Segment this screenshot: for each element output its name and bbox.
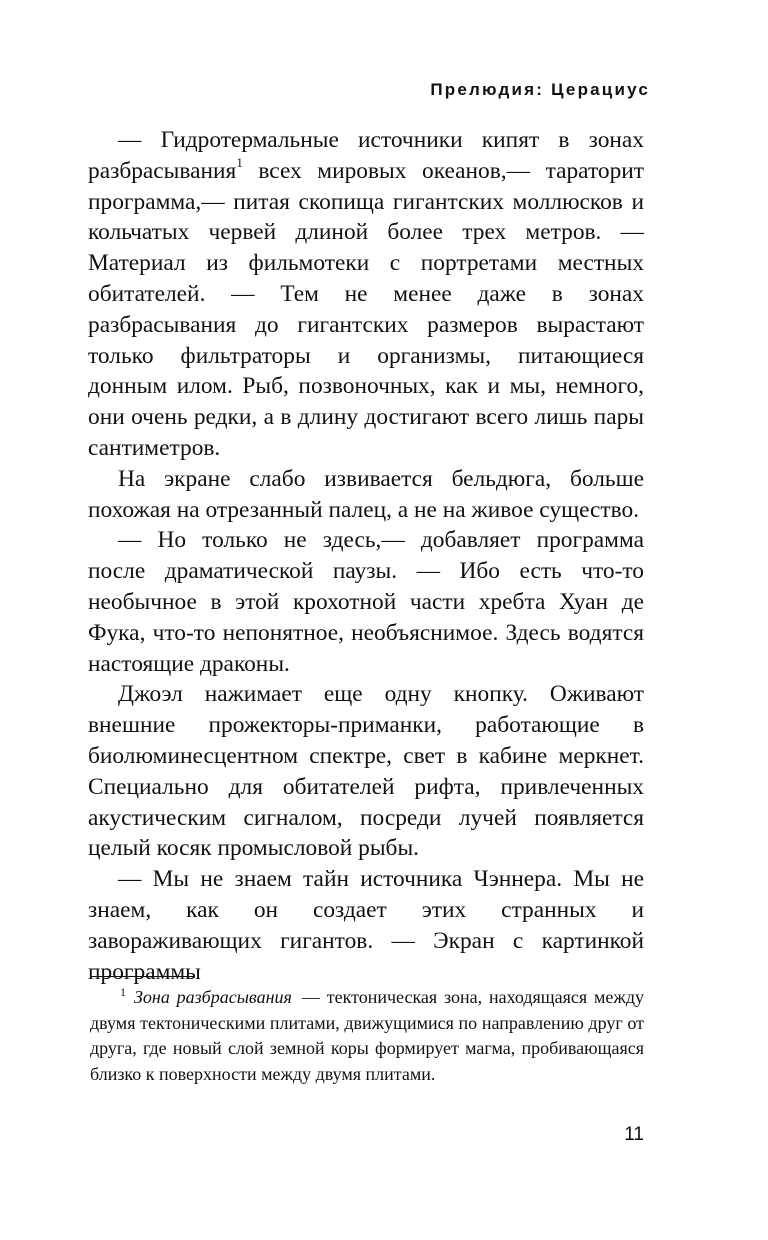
footnote-reference[interactable]: 1 xyxy=(236,155,243,170)
footnote-number: 1 xyxy=(120,985,126,999)
footnote-section xyxy=(90,985,644,1087)
footnote-term: Зона разбрасывания xyxy=(134,987,292,1007)
footnote-text: — тектоническая зона, находящаяся между двумя тектоническими плитами, движущимися по направлению друг от друга, где новый слой земной коры формирует магма, пробивающаяся близко к поверхности между двумя плитами. xyxy=(90,987,644,1084)
paragraph: — Но только не здесь,— добавляет программа после драматической паузы. — Ибо есть что-то необычное в этой крохотной части хребта Хуан де Фука, что-то непонятное, необъяснимое. Здесь водятся настоящие драконы. xyxy=(88,527,644,677)
paragraph: — Мы не знаем тайн источника Чэннера. Мы не знаем, как он создает этих странных и завораживающих гигантов. — Экран с картинкой программы xyxy=(88,866,644,985)
paragraph xyxy=(88,125,644,464)
paragraph-text: — Гидротермальные источники кипят в зонах разбрасывания xyxy=(88,127,644,184)
main-text xyxy=(88,125,644,987)
paragraph: Джоэл нажимает еще одну кнопку. Оживают внешние прожекторы-приманки, работающие в биолюминесцентном спектре, свет в кабине меркнет. Специально для обитателей рифта, привлеченных акустическим сигналом, посреди лучей появляется целый косяк промысловой рыбы. xyxy=(88,681,644,862)
footnote-divider xyxy=(90,976,194,977)
page-number: 11 xyxy=(624,1124,644,1145)
running-header: Прелюдия: Церациус xyxy=(430,80,650,99)
paragraph-text: всех мировых океанов,— тараторит программа,— питая скопища гигантских моллюсков и кольчатых червей длиной более трех метров. — Материал из фильмотеки с портретами местных обитателей. — Тем не менее даже в зонах разбрасывания до гигантских размеров вырастают только фильтраторы и организмы, питающиеся донным илом. Рыб, позвоночных, как и мы, немного, они очень редки, а в длину достигают всего лишь пары сантиметров. xyxy=(88,157,644,461)
footnote xyxy=(90,985,644,1087)
paragraph: На экране слабо извивается бельдюга, больше похожая на отрезанный палец, а не на живое существо. xyxy=(88,465,644,523)
